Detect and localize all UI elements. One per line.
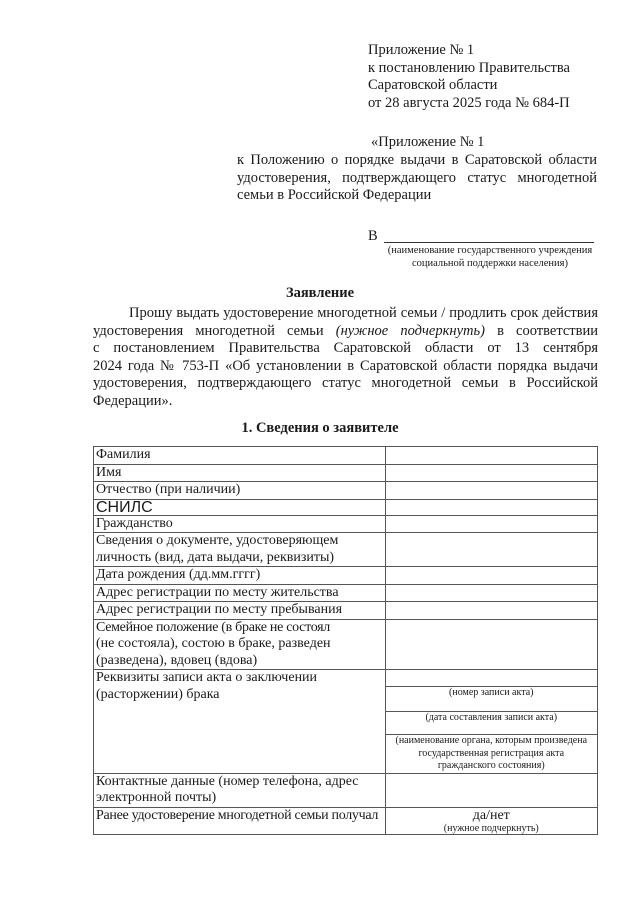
row-label-line: Семейное положение (в браке не состоял bbox=[96, 619, 330, 635]
row-label bbox=[94, 670, 386, 774]
row-value-field[interactable] bbox=[385, 533, 597, 567]
regulation-header bbox=[237, 152, 597, 205]
annex-header-line: Приложение № 1 bbox=[368, 42, 475, 58]
row-label-line: личность (вид, дата выдачи, реквизиты) bbox=[96, 549, 335, 565]
regulation-header-line: удостоверения, подтверждающего статус многодетной bbox=[237, 169, 597, 186]
record-number-field[interactable]: (номер записи акта) bbox=[385, 687, 597, 712]
yes-no-caption: (нужное подчеркнуть) bbox=[443, 822, 539, 834]
row-label: Гражданство bbox=[94, 515, 386, 533]
row-value-field[interactable] bbox=[385, 584, 597, 602]
row-label-line: (не состояла), состою в браке, разведен bbox=[96, 636, 331, 651]
row-label-line: (разведена), вдовец (вдова) bbox=[96, 652, 258, 668]
table-row bbox=[94, 482, 598, 500]
row-label: Адрес регистрации по месту пребывания bbox=[94, 602, 386, 620]
annex-header-line: от 28 августа 2025 года № 684-П bbox=[368, 94, 570, 111]
table-row bbox=[94, 773, 598, 807]
row-value-field[interactable] bbox=[385, 482, 597, 500]
table-row bbox=[94, 515, 598, 533]
addressee-prefix: В bbox=[368, 228, 378, 244]
addressee-caption-line: (наименование государственного учреждения bbox=[387, 245, 593, 256]
body-line: 2024 года № 753-П «Об установлении в Саратовской области порядка выдачи bbox=[93, 357, 598, 374]
row-label bbox=[94, 533, 386, 567]
row-label-line: Реквизиты записи акта о заключении bbox=[96, 670, 318, 685]
addressee-caption bbox=[380, 244, 600, 270]
regulation-header-line: к Положению о порядке выдачи в Саратовской области bbox=[237, 152, 597, 168]
table-row bbox=[94, 464, 598, 482]
row-value-field[interactable] bbox=[385, 619, 597, 670]
row-value-field[interactable] bbox=[385, 447, 597, 465]
row-label: Ранее удостоверение многодетной семьи получал bbox=[94, 807, 386, 834]
table-row bbox=[94, 602, 598, 620]
table-row bbox=[94, 807, 598, 834]
regulation-header-line: семьи в Российской Федерации bbox=[237, 187, 432, 203]
row-label bbox=[94, 619, 386, 670]
row-label: Отчество (при наличии) bbox=[94, 482, 386, 500]
row-value-field[interactable] bbox=[385, 464, 597, 482]
body-line: с постановлением Правительства Саратовской области от 13 сентября bbox=[93, 340, 598, 356]
annex-header bbox=[368, 42, 570, 112]
record-date-field[interactable]: (дата составления записи акта) bbox=[385, 712, 597, 735]
row-label: Фамилия bbox=[94, 447, 386, 465]
yes-no-value[interactable]: да/нет bbox=[472, 807, 510, 823]
row-value-field[interactable] bbox=[385, 499, 597, 515]
row-label-line: Контактные данные (номер телефона, адрес bbox=[96, 773, 359, 789]
row-label-line: электронной почты) bbox=[96, 790, 217, 805]
body-line: Прошу выдать удостоверение многодетной семьи / продлить срок действия bbox=[129, 305, 598, 321]
annex-header-line: к постановлению Правительства bbox=[368, 59, 570, 76]
table-row bbox=[94, 499, 598, 515]
body-line: удостоверения, подтверждающего статус многодетной семьи в Российской bbox=[93, 375, 598, 391]
table-row bbox=[94, 670, 598, 687]
application-body bbox=[93, 305, 598, 410]
applicant-info-table bbox=[93, 446, 598, 835]
marriage-record-field[interactable] bbox=[385, 670, 597, 687]
regulation-annex-title: «Приложение № 1 bbox=[371, 134, 485, 150]
row-value-field[interactable] bbox=[385, 773, 597, 807]
table-row bbox=[94, 619, 598, 670]
addressee-blank-field[interactable] bbox=[384, 242, 594, 243]
body-italic-note: (нужное подчеркнуть) bbox=[335, 322, 485, 339]
section-title: 1. Сведения о заявителе bbox=[241, 420, 399, 436]
addressee-caption-line: социальной поддержки населения) bbox=[412, 258, 568, 269]
registration-authority-field[interactable]: (наименование органа, которым произведена государственная регистрация акта гражданского состояния) bbox=[385, 735, 597, 774]
table-row bbox=[94, 584, 598, 602]
document-title: Заявление bbox=[285, 285, 355, 301]
annex-header-line: Саратовской области bbox=[368, 77, 498, 93]
row-label bbox=[94, 773, 386, 807]
row-label: Адрес регистрации по месту жительства bbox=[94, 584, 386, 602]
yes-no-field[interactable] bbox=[385, 807, 597, 834]
table-row bbox=[94, 533, 598, 567]
body-line bbox=[93, 323, 598, 341]
body-line: Федерации». bbox=[93, 392, 173, 409]
body-text: удостоверения многодетной семьи bbox=[93, 322, 336, 339]
body-text: в соответствии bbox=[484, 322, 598, 339]
row-label: Имя bbox=[94, 464, 386, 482]
row-label: СНИЛС bbox=[94, 499, 386, 515]
row-value-field[interactable] bbox=[385, 567, 597, 585]
row-label-line: (расторжении) брака bbox=[96, 686, 220, 702]
table-row bbox=[94, 567, 598, 585]
row-value-field[interactable] bbox=[385, 515, 597, 533]
row-value-field[interactable] bbox=[385, 602, 597, 620]
row-label: Дата рождения (дд.мм.гггг) bbox=[94, 567, 386, 585]
row-label-line: Сведения о документе, удостоверяющем bbox=[96, 533, 339, 548]
table-row bbox=[94, 447, 598, 465]
